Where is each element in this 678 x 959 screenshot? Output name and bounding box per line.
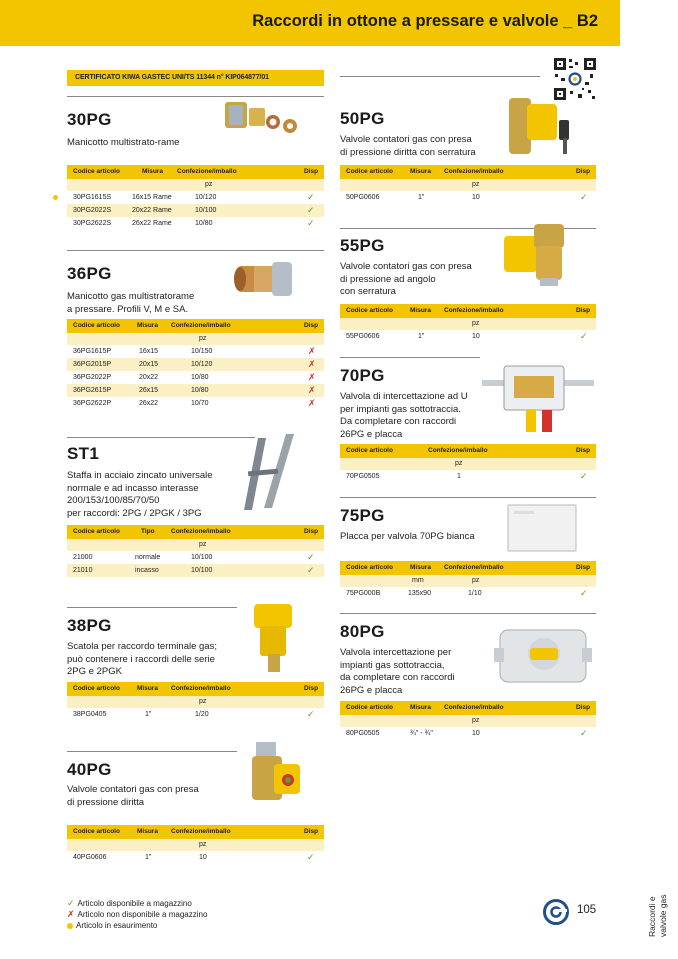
table-30pg: Codice articolo Misura Confezione/imballo Disp pz 30PG1615S 16x15 Rame 10/120 ✓ 30PG2022S 20x22 Rame 10/100 ✓ 30PG2622S 26x22 Rame 10/80 ✓ [67, 165, 324, 230]
table-row: 40PG0606 1" 10 ✓ [73, 852, 315, 862]
table-row: 50PG0606 1" 10 ✓ [346, 192, 588, 202]
table-row: 21000 normale 10/100 ✓ [73, 552, 315, 562]
product-code-30pg: 30PG [67, 110, 112, 129]
product-code-36pg: 36PG [67, 264, 112, 283]
availability-legend [67, 898, 207, 931]
product-desc-40pg: Valvole contatori gas con presa di pressione diritta [67, 784, 199, 808]
table-st1: Codice articolo Tipo Confezione/imballo Disp pz 21000 normale 10/100 ✓ 21010 incasso 10/100 ✓ [67, 525, 324, 577]
section-side-label: Raccordi e valvole gas [647, 894, 668, 937]
cover-plate-75pg-image [506, 503, 578, 553]
page-number: 105 [577, 904, 597, 916]
product-code-38pg: 38PG [67, 616, 112, 635]
product-code-55pg: 55PG [340, 236, 385, 255]
cross-icon: ✗ [67, 909, 75, 919]
legend-running-out: Articolo in esaurimento [67, 920, 207, 931]
product-code-80pg: 80PG [340, 622, 385, 641]
meter-valve-40pg-image [248, 738, 308, 810]
divider [340, 613, 596, 614]
meter-valve-50pg-image [505, 94, 585, 160]
table-40pg: Codice articolo Misura Confezione/imballo Disp pz 40PG0606 1" 10 ✓ [67, 825, 324, 864]
product-desc-st1: Staffa in acciaio zincato universale normale e ad incasso interasse 200/153/100/85/70/50 per raccordi: 2PG / 2PGK / 3PG [67, 470, 213, 519]
table-row: 38PG0405 1" 1/20 ✓ [73, 709, 315, 719]
check-icon: ✓ [67, 898, 75, 908]
product-code-50pg: 50PG [340, 109, 385, 128]
table-row: 36PG2022P 20x22 10/80 ✗ [73, 372, 316, 382]
table-row: 70PG0505 1 ✓ [346, 471, 588, 481]
product-code-70pg: 70PG [340, 366, 385, 385]
legend-available: ✓ Articolo disponibile a magazzino [67, 898, 192, 908]
terminal-box-38pg-image [242, 598, 308, 676]
table-row: 36PG2015P 20x15 10/120 ✗ [67, 358, 324, 371]
divider [340, 357, 480, 358]
product-desc-50pg: Valvole contatori gas con presa di pressione diritta con serratura [340, 134, 476, 158]
table-row: 36PG2622P 26x22 10/70 ✗ [73, 398, 316, 408]
table-row: 80PG0505 ¾" - ¾" 10 ✓ [346, 728, 588, 738]
shutoff-valve-80pg-image [494, 620, 594, 692]
press-fitting-36pg-image [232, 252, 302, 307]
product-desc-80pg: Valvola intercettazione per impianti gas sottotraccia, da completare con raccordi 26PG e placca [340, 647, 455, 696]
table-75pg: Codice articolo Misura Confezione/imballo Disp mm pz 75PG000B 135x90 1/10 ✓ [340, 561, 596, 600]
angle-valve-55pg-image [500, 216, 580, 288]
divider [340, 497, 596, 498]
table-row: 75PG000B 135x90 1/10 ✓ [346, 588, 588, 598]
divider [67, 751, 237, 752]
table-row: 36PG1615P 16x15 10/150 ✗ [73, 346, 316, 356]
table-50pg: Codice articolo Misura Confezione/imballo Disp pz 50PG0606 1" 10 ✓ [340, 165, 596, 204]
u-valve-70pg-image [480, 362, 596, 438]
brand-logo-icon [542, 898, 570, 926]
product-desc-38pg: Scatola per raccordo terminale gas; può contenere i raccordi delle serie 2PG e 2PGK [67, 641, 217, 677]
bracket-st1-image [236, 430, 302, 516]
divider [340, 76, 540, 77]
table-70pg: Codice articolo Confezione/imballo Disp pz 70PG0505 1 ✓ [340, 444, 596, 483]
product-desc-55pg: Valvole contatori gas con presa di pressione ad angolo con serratura [340, 261, 472, 297]
product-code-40pg: 40PG [67, 760, 112, 779]
product-desc-70pg: Valvola di intercettazione ad U per impianti gas sottotraccia. Da completare con raccordi 26PG e placca [340, 391, 468, 440]
header-bar [0, 0, 620, 46]
table-row: 30PG2022S 20x22 Rame 10/100 ✓ [67, 204, 324, 217]
table-row: 36PG2615P 26x15 10/80 ✗ [67, 384, 324, 397]
product-desc-30pg: Manicotto multistrato-rame [67, 137, 180, 148]
divider [67, 607, 237, 608]
divider [67, 437, 255, 438]
table-38pg: Codice articolo Misura Confezione/imballo Disp pz 38PG0405 1" 1/20 ✓ [67, 682, 324, 721]
dot-icon [67, 923, 73, 929]
certificate-banner: CERTIFICATO KIWA GASTEC UNI/TS 11344 n° KIP064877/01 [67, 70, 324, 86]
product-desc-36pg: Manicotto gas multistratorame a pressare. Profili V, M e SA. [67, 291, 195, 315]
table-55pg: Codice articolo Misura Confezione/imballo Disp pz 55PG0606 1" 10 ✓ [340, 304, 596, 343]
product-code-st1: ST1 [67, 444, 100, 463]
table-80pg: Codice articolo Misura Confezione/imballo Disp pz 80PG0505 ¾" - ¾" 10 ✓ [340, 701, 596, 740]
product-desc-75pg: Placca per valvola 70PG bianca [340, 531, 475, 542]
table-row: 21010 incasso 10/100 ✓ [67, 564, 324, 577]
press-fitting-30pg-image [215, 92, 315, 142]
table-row: 30PG1615S 16x15 Rame 10/120 ✓ [67, 191, 324, 204]
divider [67, 250, 324, 251]
legend-unavailable: ✗ Articolo non disponibile a magazzino [67, 909, 208, 919]
table-row: 30PG2622S 26x22 Rame 10/80 ✓ [73, 218, 315, 228]
table-36pg: Codice articolo Misura Confezione/imballo Disp pz 36PG1615P 16x15 10/150 ✗ 36PG2015P 20x15 10/120 ✗ 36PG2022P 20x22 10/80 ✗ 36PG2615P 26x15 10/80 ✗ 36PG2622P 26x22 10/70 ✗ [67, 319, 324, 410]
table-row: 55PG0606 1" 10 ✓ [346, 331, 588, 341]
page-title: Raccordi in ottone a pressare e valvole _ B2 [252, 12, 598, 30]
product-code-75pg: 75PG [340, 506, 385, 525]
